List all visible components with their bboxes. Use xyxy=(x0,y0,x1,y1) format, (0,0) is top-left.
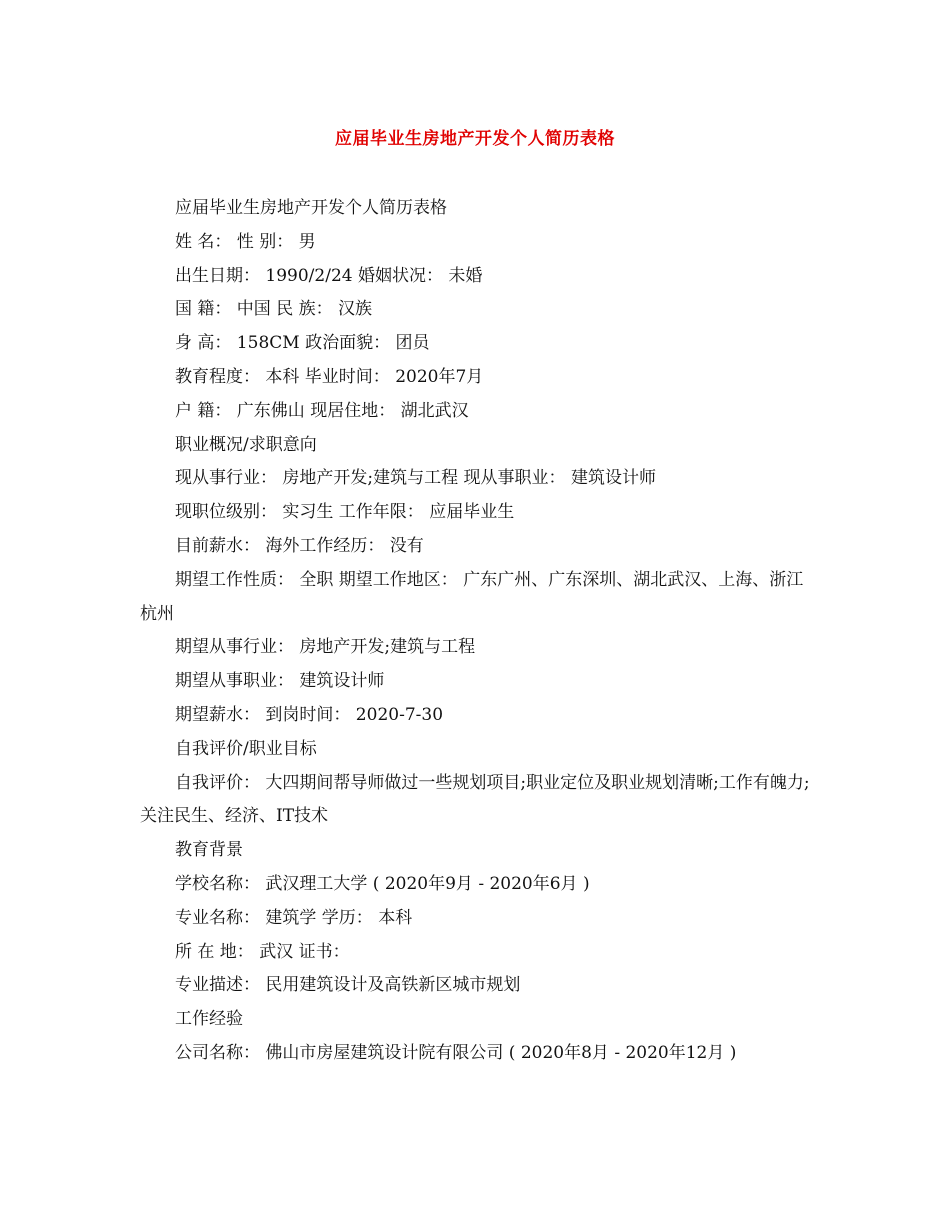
body-line: 所 在 地： 武汉 证书： xyxy=(175,941,350,962)
body-line: 教育程度： 本科 毕业时间： 2020年7月 xyxy=(175,366,484,387)
body-line: 期望工作性质： 全职 期望工作地区： 广东广州、广东深圳、湖北武汉、上海、浙江杭州 xyxy=(140,569,804,624)
body-line: 期望从事行业： 房地产开发;建筑与工程 xyxy=(175,637,476,658)
section-heading: 教育背景 xyxy=(175,840,243,861)
body-line: 应届毕业生房地产开发个人简历表格 xyxy=(175,198,447,218)
section-heading: 职业概况/求职意向 xyxy=(175,434,317,455)
section-heading: 自我评价/职业目标 xyxy=(175,738,317,759)
body-line: 学校名称： 武汉理工大学 ( 2020年9月 - 2020年6月 ) xyxy=(175,873,590,894)
body-line: 现从事行业： 房地产开发;建筑与工程 现从事职业： 建筑设计师 xyxy=(175,468,656,489)
body-line: 身 高： 158CM 政治面貌： 团员 xyxy=(175,333,430,354)
body-line: 期望从事职业： 建筑设计师 xyxy=(175,671,385,692)
body-line: 国 籍： 中国 民 族： 汉族 xyxy=(175,299,373,320)
document-body xyxy=(140,192,816,1071)
document-title: 应届毕业生房地产开发个人简历表格 xyxy=(335,129,615,149)
body-line: 目前薪水： 海外工作经历： 没有 xyxy=(175,535,424,556)
body-line: 出生日期： 1990/2/24 婚姻状况： 未婚 xyxy=(175,265,483,286)
body-line: 专业描述： 民用建筑设计及高铁新区城市规划 xyxy=(175,975,521,996)
body-line: 现职位级别： 实习生 工作年限： 应届毕业生 xyxy=(175,502,515,523)
body-line: 自我评价： 大四期间帮导师做过一些规划项目;职业定位及职业规划清晰;工作有魄力;关注民生、经济、IT技术 xyxy=(140,772,810,827)
body-line: 公司名称： 佛山市房屋建筑设计院有限公司 ( 2020年8月 - 2020年12月 ) xyxy=(175,1042,737,1063)
body-line: 专业名称： 建筑学 学历： 本科 xyxy=(175,907,413,928)
body-line: 期望薪水： 到岗时间： 2020-7-30 xyxy=(175,704,444,725)
section-heading: 工作经验 xyxy=(175,1009,243,1030)
body-line: 姓 名： 性 别： 男 xyxy=(175,231,316,252)
body-line: 户 籍： 广东佛山 现居住地： 湖北武汉 xyxy=(175,400,469,421)
